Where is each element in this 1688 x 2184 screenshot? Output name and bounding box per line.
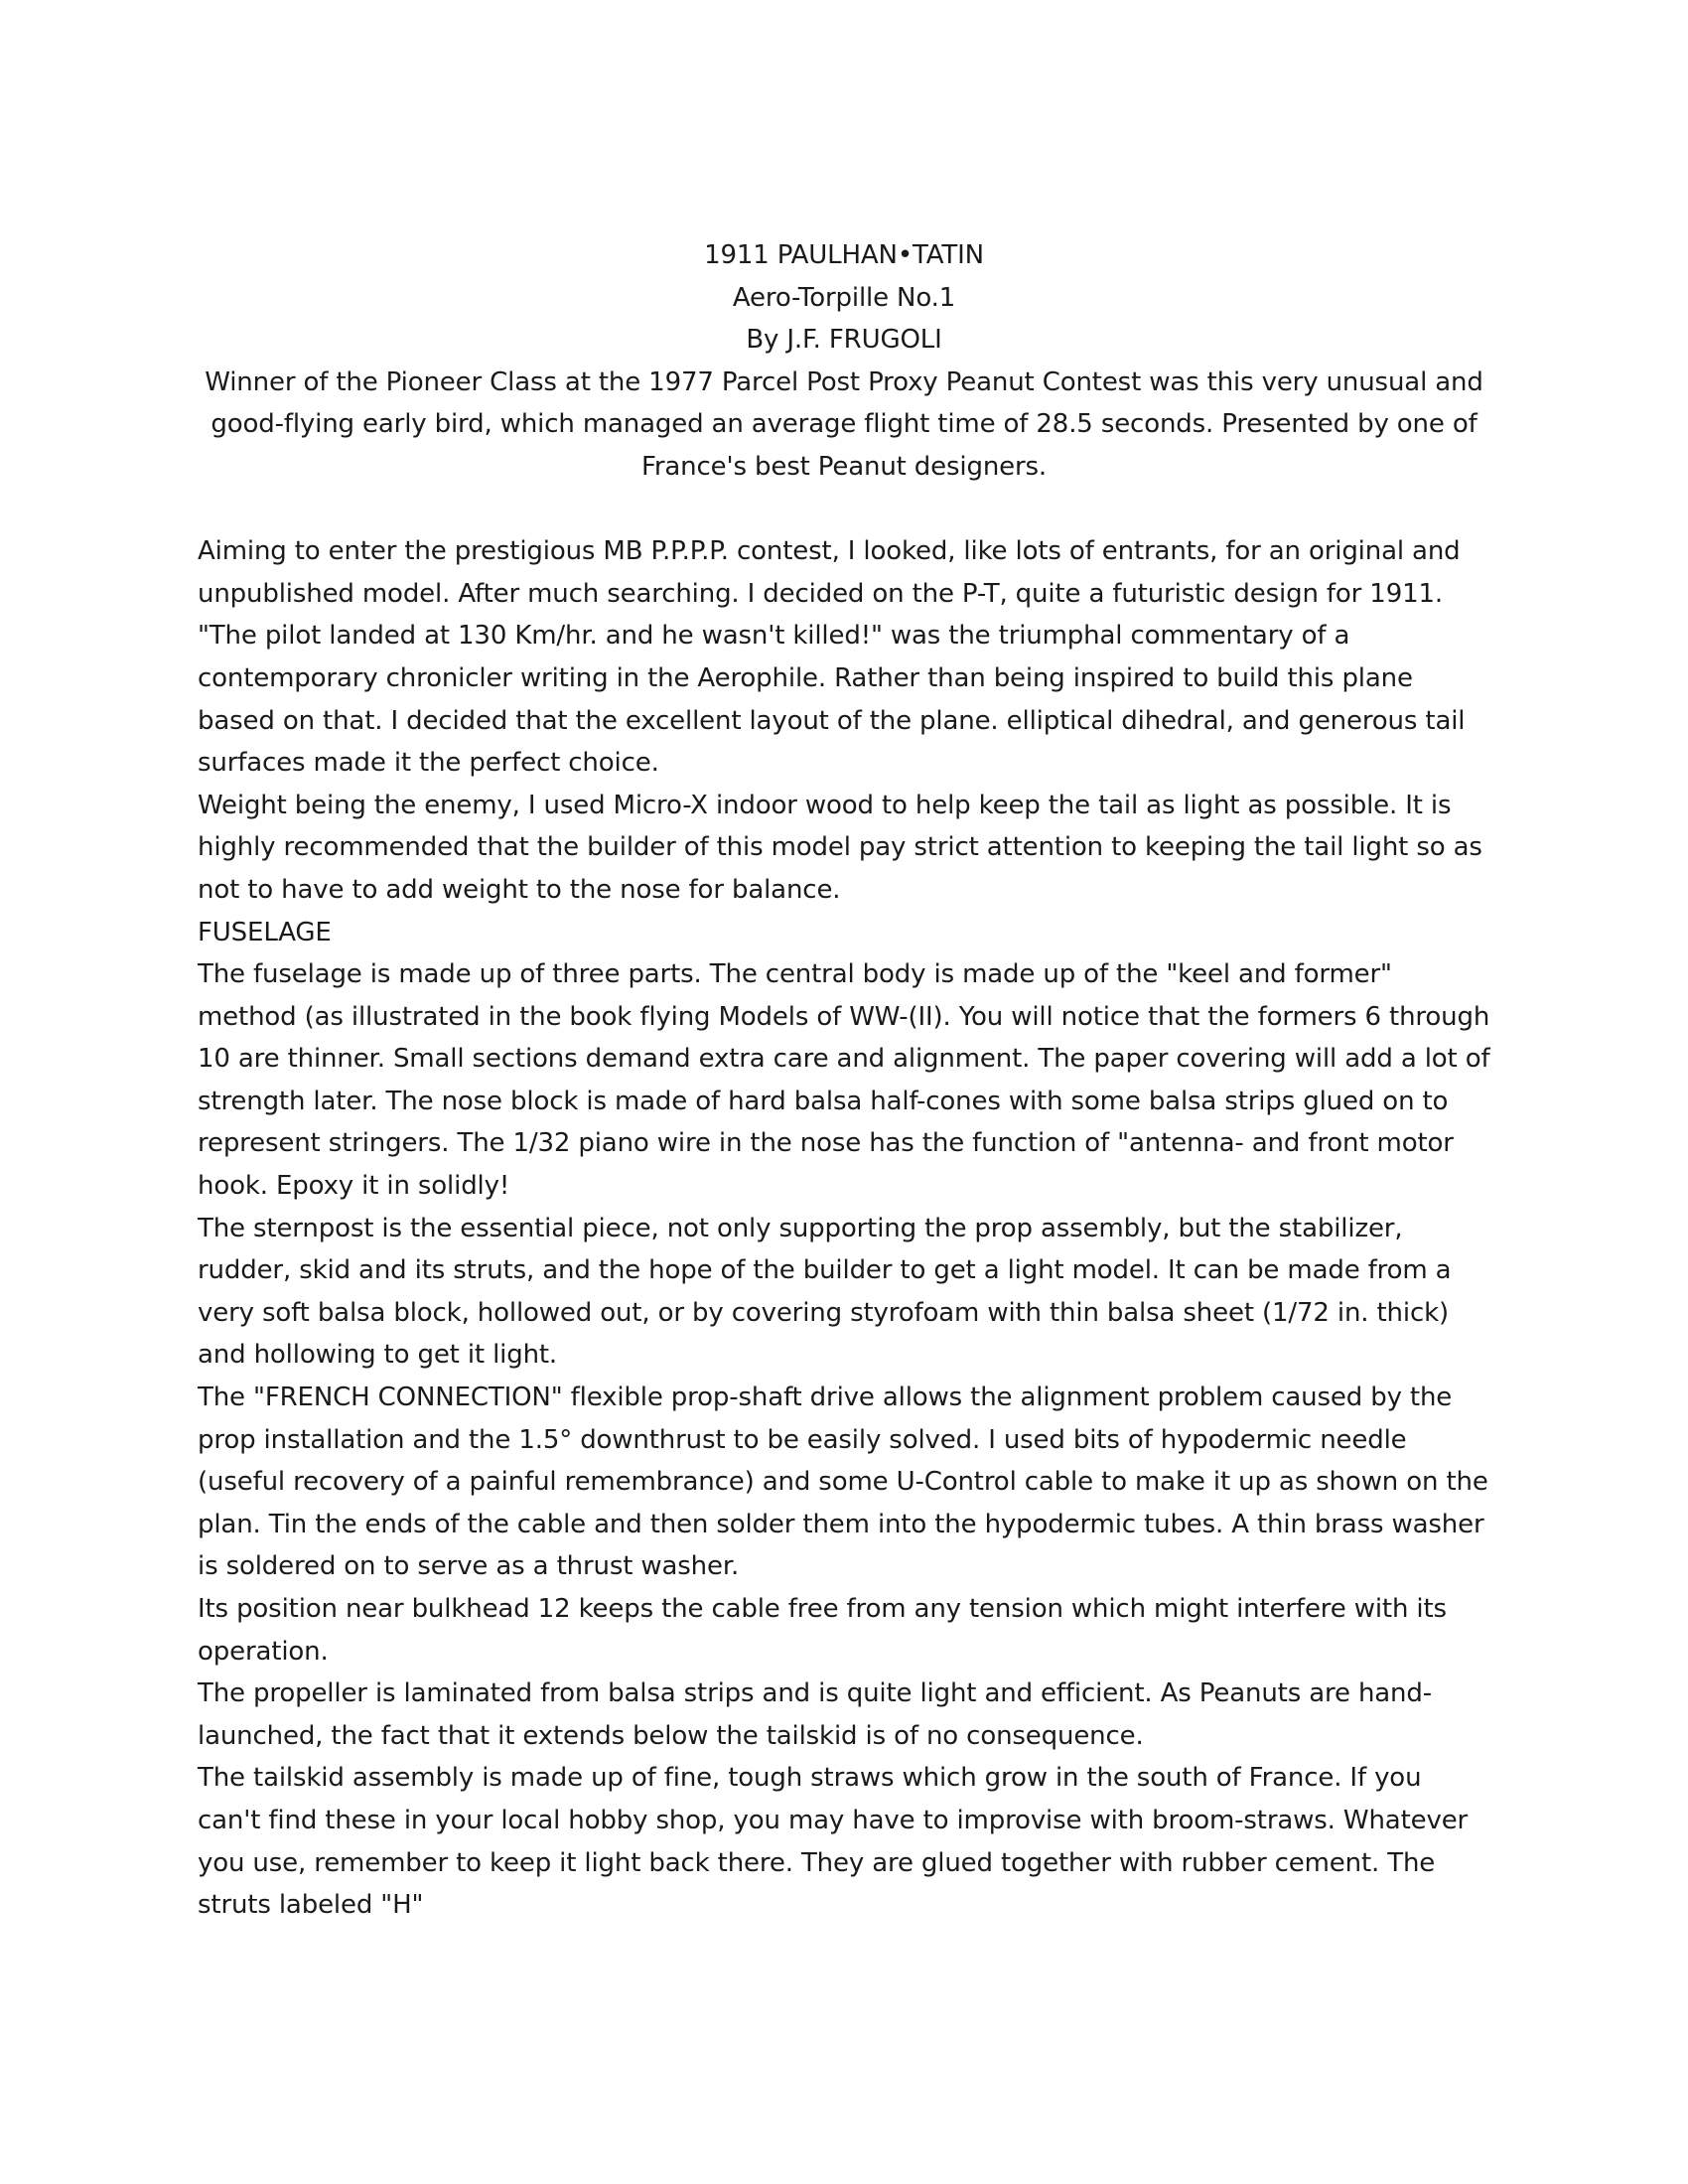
- article-subtitle: Aero-Torpille No.1: [732, 282, 956, 313]
- paragraph: The fuselage is made up of three parts. The central body is made up of the "keel and former" method (as illustrated in the book flying Models of WW-(II). You will notice that the formers 6 through 10 are thinner. Small sections demand extra care and alignment. The paper covering will add a lot of strength later. The nose block is made of hard balsa half-cones with some balsa strips glued on to represent stringers. The 1/32 piano wire in the nose has the function of "antenna- and front motor hook. Epoxy it in solidly!: [198, 959, 1490, 1202]
- article-intro: Winner of the Pioneer Class at the 1977 Parcel Post Proxy Peanut Contest was this very unusual and good-flying early bird, which managed an average flight time of 28.5 seconds. Presented by one of France's best Peanut designers.: [205, 366, 1483, 482]
- paragraph: The sternpost is the essential piece, not only supporting the prop assembly, but the stabilizer, rudder, skid and its struts, and the hope of the builder to get a light model. It can be made from a very soft balsa block, hollowed out, or by covering styrofoam with thin balsa sheet (1/72 in. thick) and hollowing to get it light.: [198, 1213, 1452, 1371]
- article-body: [198, 530, 1490, 1927]
- paragraph: The propeller is laminated from balsa strips and is quite light and efficient. As Peanuts are hand-launched, the fact that it extends below the tailskid is of no consequence.: [198, 1678, 1432, 1751]
- section-heading: FUSELAGE: [198, 917, 332, 947]
- header-spacer: [198, 489, 1490, 531]
- article-title: 1911 PAULHAN•TATIN: [704, 240, 984, 270]
- paragraph: The tailskid assembly is made up of fine, tough straws which grow in the south of France. If you can't find these in your local hobby shop, you may have to improvise with broom-straws. Whatever you use, remember to keep it light back there. They are glued together with rubber cement. The struts labeled "H": [198, 1763, 1469, 1921]
- article-byline: By J.F. FRUGOLI: [746, 325, 942, 356]
- paragraph: Its position near bulkhead 12 keeps the cable free from any tension which might interfere with its operation.: [198, 1594, 1447, 1667]
- paragraph: Weight being the enemy, I used Micro-X indoor wood to help keep the tail as light as possible. It is highly recommended that the builder of this model pay strict attention to keeping the tail light so as not to have to add weight to the nose for balance.: [198, 790, 1482, 905]
- paragraph: Aiming to enter the prestigious MB P.P.P.P. contest, I looked, like lots of entrants, for an original and unpublished model. After much searching. I decided on the P-T, quite a futuristic design for 1911. "The pilot landed at 130 Km/hr. and he wasn't killed!" was the triumphal commentary of a contemporary chronicler writing in the Aerophile. Rather than being inspired to build this plane based on that. I decided that the excellent layout of the plane. elliptical dihedral, and generous tail surfaces made it the perfect choice.: [198, 536, 1466, 779]
- paragraph: The "FRENCH CONNECTION" flexible prop-shaft drive allows the alignment problem caused by the prop installation and the 1.5° downthrust to be easily solved. I used bits of hypodermic needle (useful recovery of a painful remembrance) and some U-Control cable to make it up as shown on the plan. Tin the ends of the cable and then solder them into the hypodermic tubes. A thin brass washer is soldered on to serve as a thrust washer.: [198, 1383, 1488, 1582]
- article-header: [198, 234, 1490, 489]
- document-page: [198, 234, 1490, 1927]
